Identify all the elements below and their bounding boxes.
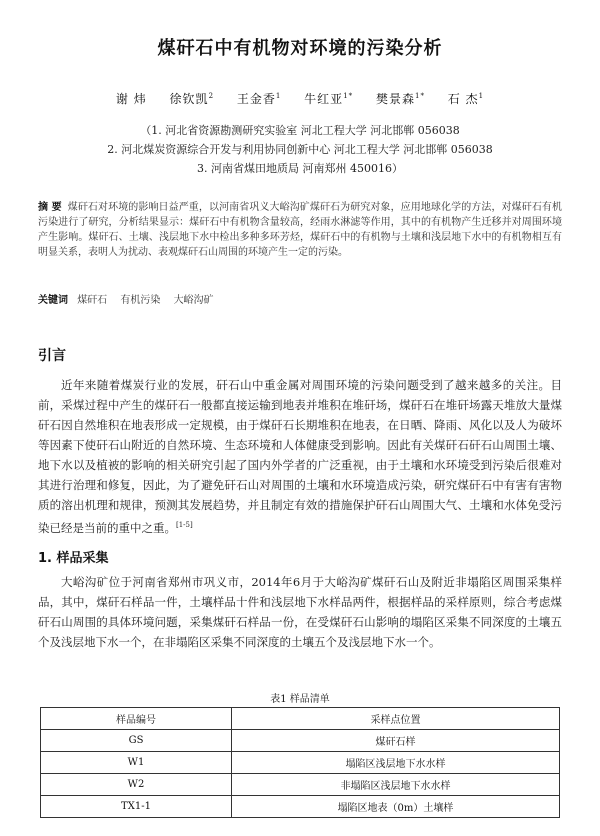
affiliation-line: 3. 河南省煤田地质局 河南郑州 450016） — [197, 162, 403, 175]
table-row — [41, 752, 560, 774]
abstract-label: 摘 要 — [38, 202, 62, 213]
sample-location: 煤矸石样 — [232, 730, 560, 752]
keyword: 有机污染 — [120, 295, 161, 306]
paper-title: 煤矸石中有机物对环境的污染分析 — [157, 38, 443, 59]
table-header-row — [41, 708, 560, 730]
intro-heading: 引言 — [38, 348, 66, 364]
author: 石 杰$^1$ — [447, 92, 485, 106]
citation-ref: [1-5] — [176, 521, 193, 529]
sample-location: 非塌陷区浅层地下水水样 — [232, 774, 560, 796]
abstract-text: 煤矸石对环境的影响日益严重，以河南省巩义大峪沟矿煤矸石为研究对象，应用地球化学的方法，对煤矸石有机污染进行了研究，分析结果显示：煤矸石中有机物含量较高，经雨水淋滤等作用，其中的有机物产生迁移并对周围环境产生影响。煤矸石、土壤、浅层地下水中检出多种多环芳烃，煤矸石中的有机物与土壤和浅层地下水中的有机物相互有明显关系，表明人为扰动、表观煤矸石山周围的环境产生一定的污染。 — [38, 202, 562, 258]
sample-location: 塌陷区浅层地下水水样 — [232, 752, 560, 774]
section-heading: 1. 样品采集 — [38, 551, 109, 566]
author: 王金香$^1$ — [236, 92, 282, 106]
author: 徐钦凯$^2$ — [169, 92, 215, 106]
keywords-label: 关键词 — [38, 295, 68, 306]
author: 牛红亚$^{1*}$ — [304, 92, 354, 106]
intro-paragraph: 近年来随着煤炭行业的发展，矸石山中重金属对周围环境的污染问题受到了越来越多的关注。目前，采煤过程中产生的煤矸石一般都直接运输到地表并堆积在堆矸场，煤矸石在堆矸场露天堆放大量煤矸石因自然堆积在地表形成一定规模，由于煤矸石长期堆积在地表，在日晒、降雨、风化以及人为破坏等因素下使矸石山附近的自然环境、生态环境和人体健康受到影响。因此有关煤矸石矸石山周围土壤、地下水以及植被的影响的相关研究引起了国内外学者的广泛重视，由于土壤和水环境受到污染后很难对其进行治理和修复，因此，为了避免矸石山对周围的土壤和水环境造成污染，研究煤矸石中有害有害物质的溶出机理和规律，预测其发展趋势，并且制定有效的措施保护矸石山周围大气、土壤和水体免受污染已经是当前的重中之重。[1-5] — [38, 378, 562, 535]
affiliation-line: 2. 河北煤炭资源综合开发与利用协同创新中心 河北工程大学 河北邯郸 056038 — [107, 143, 493, 156]
sample-table — [40, 707, 560, 818]
sample-id: W2 — [41, 774, 232, 796]
author: 谢 炜 — [115, 92, 147, 106]
section-paragraph: 大峪沟矿位于河南省郑州市巩义市，2014年6月于大峪沟矿煤矸石山及附近非塌陷区周围采集样品，其中，煤矸石样品一件，土壤样品十件和浅层地下水样品两件，根据样品的采样原则，综合考虑煤矸石山周围的具体环境问题，采集煤矸石样品一份，在受煤矸石山影响的塌陷区采集不同深度的土壤五个及浅层地下水一个，在非塌陷区采集不同深度的土壤五个及浅层地下水一个。 — [38, 575, 562, 649]
sample-id: TX1-1 — [41, 796, 232, 818]
table-row — [41, 796, 560, 818]
keyword: 煤矸石 — [77, 295, 108, 306]
table-caption: 表1 样品清单 — [270, 694, 330, 705]
author-list — [0, 90, 600, 107]
sample-id: GS — [41, 730, 232, 752]
author: 樊景森$^{1*}$ — [375, 92, 425, 106]
affiliation-line: （1. 河北省资源勘测研究实验室 河北工程大学 河北邯郸 056038 — [140, 124, 460, 137]
column-header: 样品编号 — [41, 708, 232, 730]
abstract — [38, 200, 562, 260]
keyword: 大峪沟矿 — [173, 295, 214, 306]
keywords — [38, 291, 562, 306]
table-row — [41, 774, 560, 796]
sample-id: W1 — [41, 752, 232, 774]
table-row — [41, 730, 560, 752]
sample-location: 塌陷区地表（0m）土壤样 — [232, 796, 560, 818]
column-header: 采样点位置 — [232, 708, 560, 730]
